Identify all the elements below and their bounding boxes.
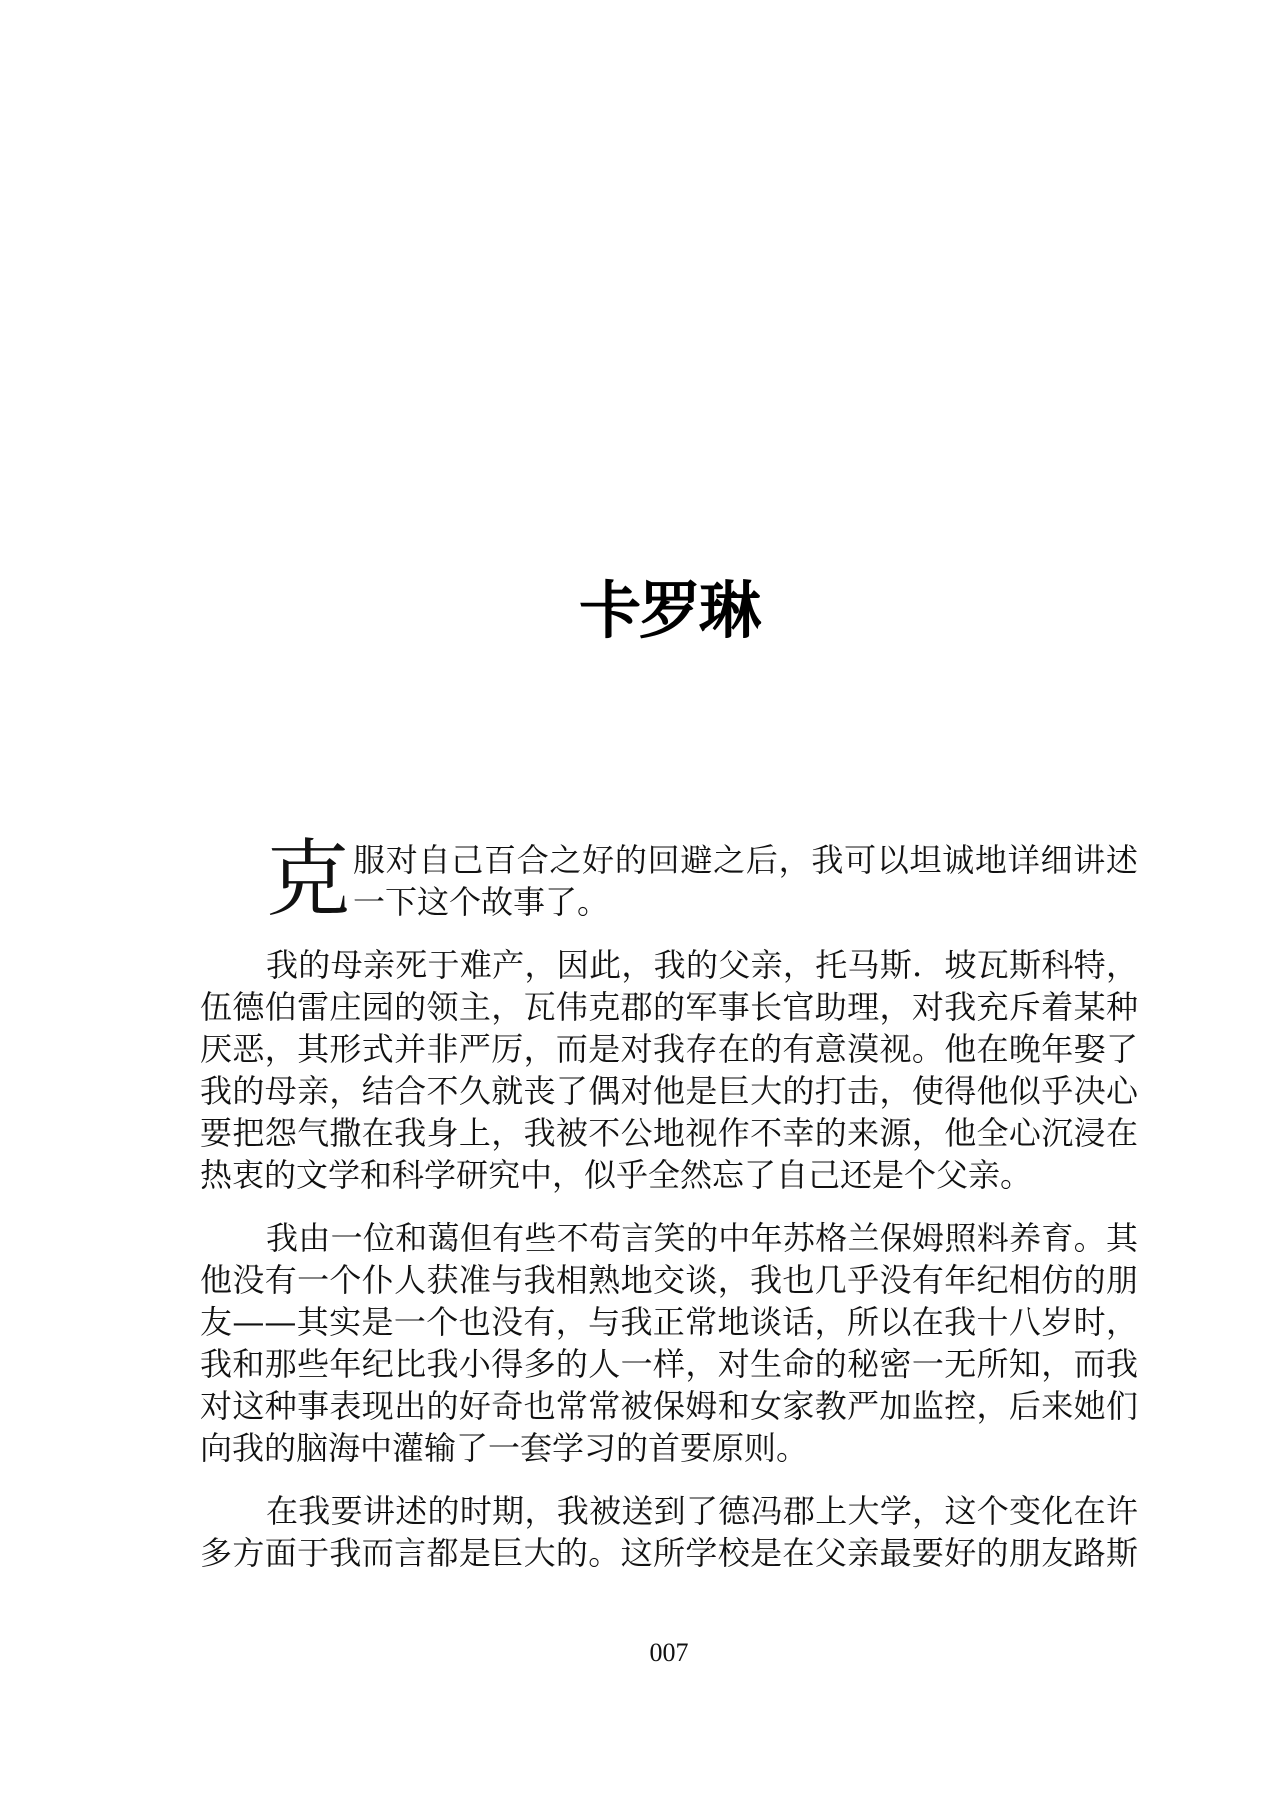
- text-line: 伍德伯雷庄园的领主，瓦伟克郡的军事长官助理，对我充斥着某种: [200, 988, 1138, 1026]
- text-line: 在我要讲述的时期，我被送到了德冯郡上大学，这个变化在许: [266, 1492, 1138, 1530]
- text-line: 我由一位和蔼但有些不苟言笑的中年苏格兰保姆照料养育。其: [266, 1219, 1138, 1257]
- paragraph-2: [200, 944, 1138, 1196]
- text-line: 友——其实是一个也没有，与我正常地谈话，所以在我十八岁时，: [200, 1303, 1138, 1341]
- chapter-title: 卡罗琳: [578, 574, 759, 647]
- paragraph-1: [200, 830, 1138, 928]
- page-number: 007: [649, 1638, 689, 1667]
- text-line: 他没有一个仆人获准与我相熟地交谈，我也几乎没有年纪相仿的朋: [200, 1261, 1138, 1299]
- text-line: 要把怨气撒在我身上，我被不公地视作不幸的来源，他全心沉浸在: [200, 1114, 1138, 1152]
- text-line: 我和那些年纪比我小得多的人一样，对生命的秘密一无所知，而我: [200, 1345, 1138, 1383]
- drop-cap: 克: [266, 830, 351, 928]
- text-line: 向我的脑海中灌输了一套学习的首要原则。: [200, 1429, 809, 1467]
- text-line: 服对自己百合之好的回避之后，我可以坦诚地详细讲述: [353, 841, 1138, 879]
- paragraph-4: [200, 1490, 1138, 1574]
- text-line: 厌恶，其形式并非严厉，而是对我存在的有意漠视。他在晚年娶了: [200, 1030, 1138, 1068]
- text-line: 我的母亲死于难产，因此，我的父亲，托马斯．坡瓦斯科特，: [266, 946, 1138, 984]
- text-line: 对这种事表现出的好奇也常常被保姆和女家教严加监控，后来她们: [200, 1387, 1138, 1425]
- text-line: 我的母亲，结合不久就丧了偶对他是巨大的打击，使得他似乎决心: [200, 1072, 1138, 1110]
- text-line: 一下这个故事了。: [353, 883, 610, 921]
- paragraph-3: [200, 1217, 1138, 1469]
- text-line: 热衷的文学和科学研究中，似乎全然忘了自己还是个父亲。: [200, 1156, 1033, 1194]
- text-line: 多方面于我而言都是巨大的。这所学校是在父亲最要好的朋友路斯: [200, 1534, 1138, 1572]
